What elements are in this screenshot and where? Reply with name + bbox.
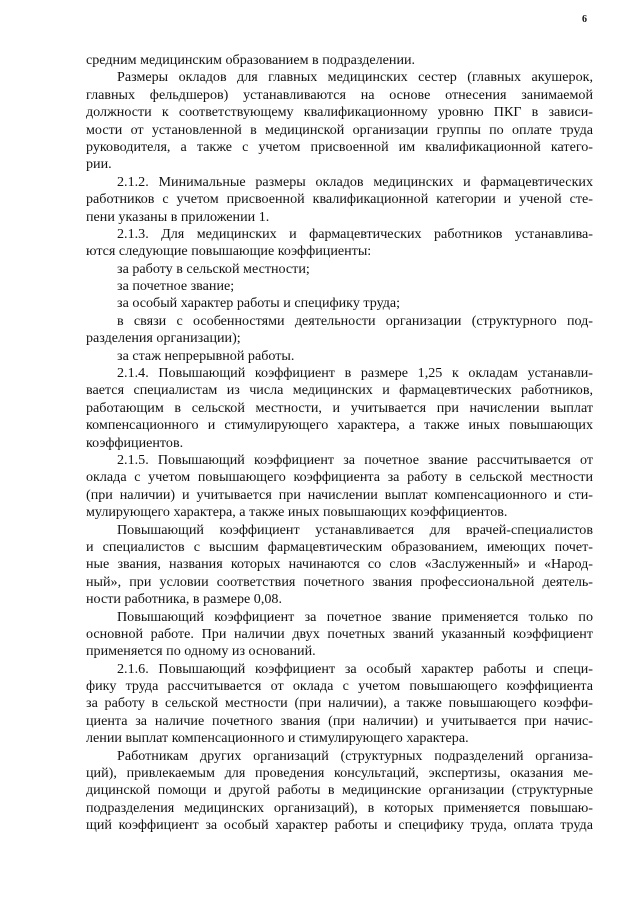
body-text — [86, 52, 593, 835]
text-line: и специалистов с высшим фармацевтическим образованием, имеющих почет- — [86, 538, 593, 555]
text-line: ные звания, названия которых начинаются со слов «Заслуженный» и «Народ- — [86, 556, 593, 573]
text-line: пени указаны в приложении 1. — [86, 208, 270, 225]
text-line: за почетное звание; — [117, 278, 235, 295]
text-line: мости от установленной в медицинской организации группы по оплате труда — [86, 121, 593, 138]
text-line: применяется по одному из оснований. — [86, 643, 316, 660]
text-line: ный», при условии соответствия почетного звания профессиональной деятель- — [86, 573, 593, 590]
text-line: Работникам других организаций (структурных подразделений организа- — [117, 747, 593, 764]
text-line: главных фельдшеров) устанавливаются на основе отнесения занимаемой — [86, 86, 593, 103]
text-line: 2.1.6. Повышающий коэффициент за особый характер работы и специ- — [117, 660, 593, 677]
text-line: Повышающий коэффициент устанавливается для врачей-специалистов — [117, 521, 593, 538]
text-line: ций), привлекаемым для проведения консультаций, экспертизы, оказания ме- — [86, 765, 593, 782]
text-line: компенсационного и стимулирующего характера, а также иных повышающих — [86, 417, 593, 434]
text-line: ются следующие повышающие коэффициенты: — [86, 243, 372, 260]
text-line: щий коэффициент за особый характер работы и специфику труда, оплата труда — [86, 817, 593, 834]
text-line: вается специалистам из числа медицинских и фармацевтических работников, — [86, 382, 593, 399]
text-line: за работу в сельской местности (при наличии), а также повышающего коэффи- — [86, 695, 593, 712]
text-line: работающим в сельской местности, и учитывается при начислении выплат — [86, 399, 593, 416]
text-line: руководителя, а также с учетом присвоенной им квалификационной катего- — [86, 138, 593, 155]
text-line: 2.1.5. Повышающий коэффициент за почетное звание рассчитывается от — [117, 451, 593, 468]
text-line: за особый характер работы и специфику труда; — [117, 295, 401, 312]
text-line: фику труда рассчитывается от оклада с учетом повышающего коэффициента — [86, 678, 593, 695]
text-line: 2.1.3. Для медицинских и фармацевтических работников устанавлива- — [117, 225, 593, 242]
page-number: 6 — [582, 14, 587, 25]
text-line: мулирующего характера, а также иных повышающих коэффициентов. — [86, 504, 508, 521]
text-line: коэффициентов. — [86, 434, 184, 451]
text-line: 2.1.2. Минимальные размеры окладов медицинских и фармацевтических — [117, 173, 593, 190]
text-line: ности работника, в размере 0,08. — [86, 591, 282, 608]
text-line: (при наличии) и учитывается при начислении выплат компенсационного и сти- — [86, 486, 593, 503]
text-line: 2.1.4. Повышающий коэффициент в размере 1,25 к окладам устанавли- — [117, 365, 593, 382]
text-line: в связи с особенностями деятельности организации (структурного под- — [117, 312, 593, 329]
text-line: лении выплат компенсационного и стимулирующего характера. — [86, 730, 469, 747]
text-line: дицинской помощи и другой работы в медицинские организации (структурные — [86, 782, 593, 799]
text-line: Повышающий коэффициент за почетное звание применяется только по — [117, 608, 593, 625]
text-line: средним медицинским образованием в подразделении. — [86, 52, 416, 68]
text-line: за стаж непрерывной работы. — [117, 347, 295, 364]
text-line: рии. — [86, 156, 112, 173]
text-line: работников с учетом присвоенной квалификационной категории и ученой сте- — [86, 191, 593, 208]
text-line: основной работе. При наличии двух почетных званий указанный коэффициент — [86, 625, 593, 642]
text-line: за работу в сельской местности; — [117, 260, 310, 277]
text-line: циента за наличие почетного звания (при наличии) и учитывается при начис- — [86, 712, 593, 729]
text-line: должности к соответствующему квалификационному уровню ПКГ в зависи- — [86, 104, 593, 121]
text-line: оклада с учетом повышающего коэффициента за работу в сельской местности — [86, 469, 593, 486]
text-line: разделения организации); — [86, 330, 241, 347]
text-line: подразделения медицинских организаций), в которых применяется повышаю- — [86, 799, 593, 816]
text-line: Размеры окладов для главных медицинских сестер (главных акушерок, — [117, 69, 593, 86]
